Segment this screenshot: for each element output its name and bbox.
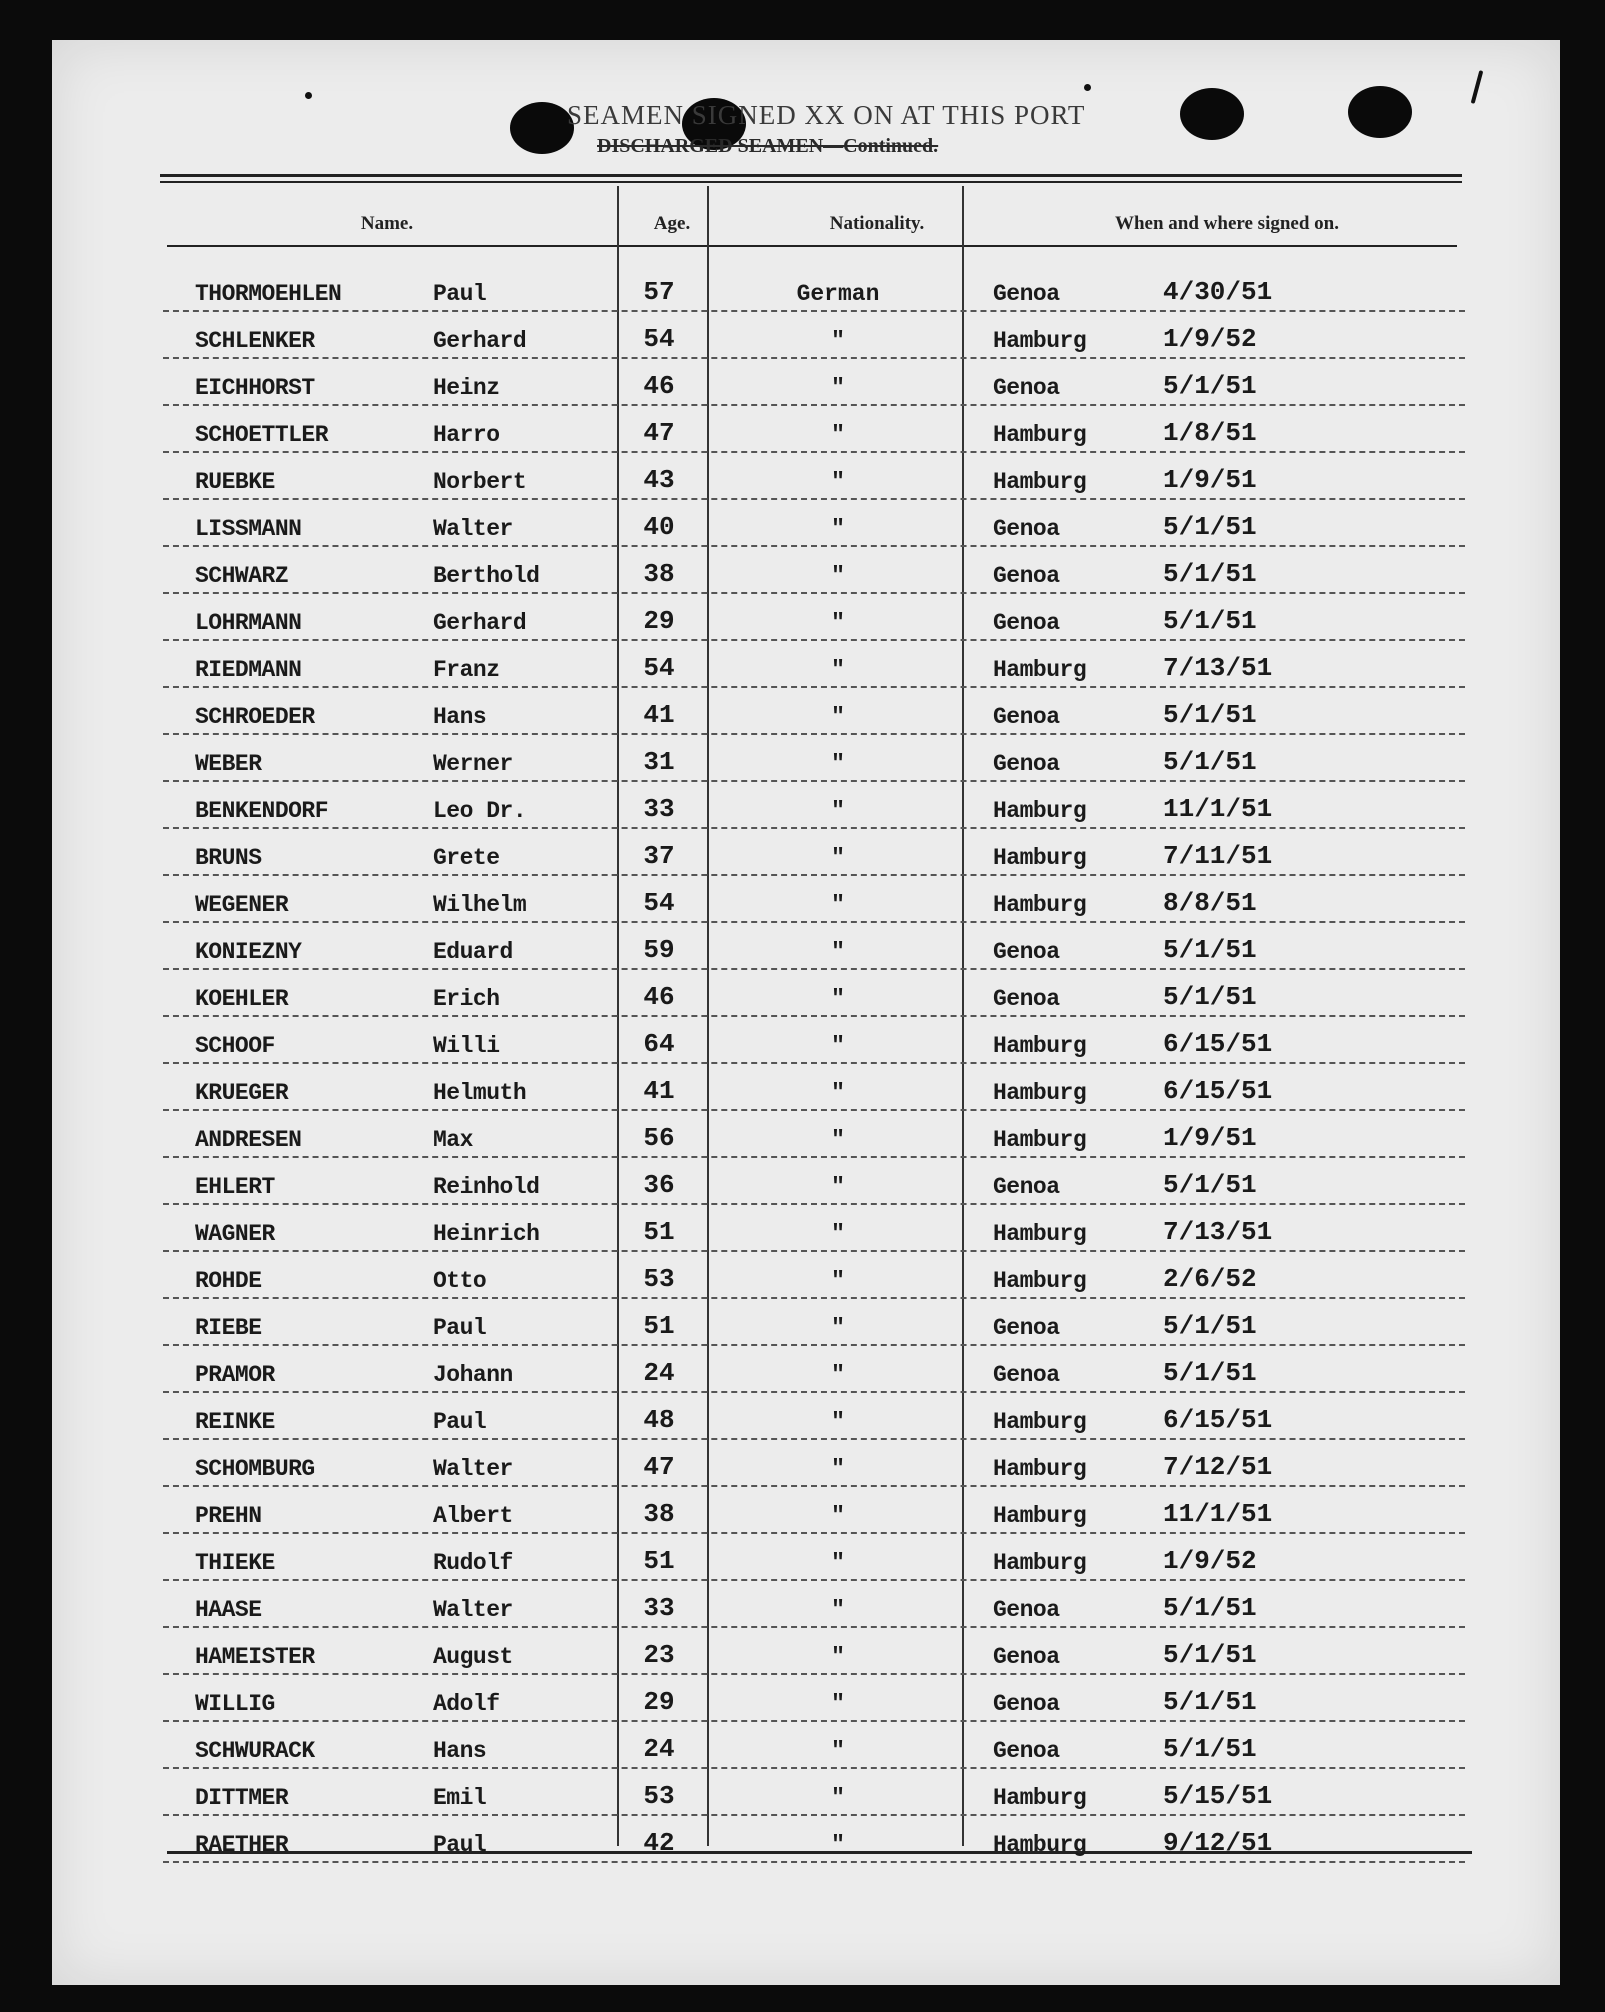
seaman-last-name: SCHWARZ	[195, 563, 289, 589]
seaman-last-name: SCHWURACK	[195, 1738, 315, 1764]
signed-on-date: 5/1/51	[1163, 1311, 1257, 1341]
seaman-age: 54	[643, 653, 675, 683]
seaman-age: 33	[643, 794, 675, 824]
seaman-last-name: EHLERT	[195, 1174, 275, 1200]
signed-on-port: Hamburg	[993, 1080, 1087, 1106]
seaman-last-name: WEGENER	[195, 892, 289, 918]
seaman-age: 43	[643, 465, 675, 495]
seaman-last-name: PRAMOR	[195, 1362, 275, 1388]
seaman-nationality: "	[831, 1033, 845, 1059]
signed-on-date: 5/1/51	[1163, 512, 1257, 542]
signed-on-port: Hamburg	[993, 1268, 1087, 1294]
signed-on-port: Hamburg	[993, 1033, 1087, 1059]
seaman-last-name: KOEHLER	[195, 986, 289, 1012]
seaman-last-name: LOHRMANN	[195, 610, 302, 636]
form-title: SEAMEN SIGNED XX ON AT THIS PORT	[567, 100, 1086, 130]
signed-on-port: Genoa	[993, 986, 1060, 1012]
table-row	[163, 359, 1465, 406]
seaman-nationality: "	[831, 798, 845, 824]
seaman-first-name: Norbert	[433, 469, 527, 495]
table-row	[163, 1816, 1465, 1863]
table-row	[163, 1393, 1465, 1440]
header-rule-bottom	[160, 181, 1462, 183]
signed-on-date: 5/1/51	[1163, 1170, 1257, 1200]
seaman-nationality: "	[831, 469, 845, 495]
pencil-tick	[1471, 70, 1484, 104]
seaman-first-name: Franz	[433, 657, 500, 683]
seaman-first-name: Otto	[433, 1268, 487, 1294]
seaman-age: 24	[643, 1734, 675, 1764]
punch-hole-right-1	[1180, 88, 1244, 140]
signed-on-port: Hamburg	[993, 1550, 1087, 1576]
seaman-first-name: Reinhold	[433, 1174, 540, 1200]
signed-on-port: Hamburg	[993, 1127, 1087, 1153]
seaman-nationality: "	[831, 1127, 845, 1153]
seaman-last-name: HAASE	[195, 1597, 262, 1623]
signed-on-port: Hamburg	[993, 328, 1087, 354]
table-row	[163, 735, 1465, 782]
seaman-first-name: Emil	[433, 1785, 487, 1811]
seaman-nationality: "	[831, 1221, 845, 1247]
seaman-age: 47	[643, 418, 675, 448]
signed-on-date: 5/1/51	[1163, 1593, 1257, 1623]
table-row	[163, 1628, 1465, 1675]
seaman-nationality: "	[831, 516, 845, 542]
signed-on-date: 5/1/51	[1163, 1640, 1257, 1670]
seaman-nationality: "	[831, 986, 845, 1012]
column-header-underline	[167, 245, 1457, 247]
table-row	[163, 1722, 1465, 1769]
signed-on-date: 1/8/51	[1163, 418, 1257, 448]
table-row	[163, 265, 1465, 312]
seaman-first-name: Erich	[433, 986, 500, 1012]
seaman-nationality: "	[831, 892, 845, 918]
seaman-age: 46	[643, 982, 675, 1012]
seaman-last-name: SCHROEDER	[195, 704, 315, 730]
seaman-nationality: "	[831, 563, 845, 589]
table-row	[163, 594, 1465, 641]
signed-on-date: 1/9/51	[1163, 465, 1257, 495]
signed-on-date: 9/12/51	[1163, 1828, 1273, 1858]
seaman-nationality: "	[831, 1174, 845, 1200]
table-row	[163, 970, 1465, 1017]
seaman-nationality: "	[831, 1691, 845, 1717]
seaman-nationality: "	[831, 1550, 845, 1576]
signed-on-port: Genoa	[993, 1738, 1060, 1764]
signed-on-date: 8/8/51	[1163, 888, 1257, 918]
seaman-age: 31	[643, 747, 675, 777]
seaman-age: 46	[643, 371, 675, 401]
signed-on-date: 5/1/51	[1163, 371, 1257, 401]
seaman-first-name: Walter	[433, 1597, 513, 1623]
seaman-nationality: "	[831, 1456, 845, 1482]
seaman-nationality: "	[831, 328, 845, 354]
seaman-age: 53	[643, 1781, 675, 1811]
table-row	[163, 1252, 1465, 1299]
seaman-age: 36	[643, 1170, 675, 1200]
seaman-age: 47	[643, 1452, 675, 1482]
table-row	[163, 406, 1465, 453]
signed-on-port: Genoa	[993, 516, 1060, 542]
seaman-age: 23	[643, 1640, 675, 1670]
seaman-last-name: WAGNER	[195, 1221, 275, 1247]
table-row	[163, 1440, 1465, 1487]
seaman-nationality: "	[831, 1080, 845, 1106]
form-subtitle: DISCHARGED SEAMEN—Continued.	[597, 135, 939, 157]
ink-dot	[1084, 84, 1091, 91]
table-row	[163, 1205, 1465, 1252]
table-row	[163, 500, 1465, 547]
signed-on-port: Genoa	[993, 1597, 1060, 1623]
table-row	[163, 1581, 1465, 1628]
signed-on-port: Genoa	[993, 751, 1060, 777]
signed-on-date: 6/15/51	[1163, 1076, 1273, 1106]
signed-on-date: 11/1/51	[1163, 794, 1273, 824]
seaman-first-name: Rudolf	[433, 1550, 513, 1576]
signed-on-date: 5/1/51	[1163, 982, 1257, 1012]
signed-on-date: 5/1/51	[1163, 1687, 1257, 1717]
signed-on-port: Hamburg	[993, 1832, 1087, 1858]
col-header-signed-on: When and where signed on.	[1114, 213, 1339, 234]
seaman-nationality: "	[831, 751, 845, 777]
seaman-last-name: REINKE	[195, 1409, 275, 1435]
seaman-last-name: WEBER	[195, 751, 262, 777]
table-row	[163, 782, 1465, 829]
seaman-first-name: Albert	[433, 1503, 513, 1529]
seaman-last-name: RUEBKE	[195, 469, 275, 495]
seaman-age: 57	[643, 277, 675, 307]
signed-on-port: Genoa	[993, 1174, 1060, 1200]
seaman-first-name: Hans	[433, 1738, 487, 1764]
seaman-last-name: LISSMANN	[195, 516, 302, 542]
signed-on-port: Genoa	[993, 704, 1060, 730]
signed-on-date: 1/9/51	[1163, 1123, 1257, 1153]
table-row	[163, 688, 1465, 735]
seaman-last-name: THORMOEHLEN	[195, 281, 342, 307]
col-header-nationality: Nationality.	[829, 213, 925, 234]
seaman-last-name: DITTMER	[195, 1785, 289, 1811]
seaman-first-name: Wilhelm	[433, 892, 527, 918]
seaman-nationality: "	[831, 1315, 845, 1341]
seaman-nationality: "	[831, 375, 845, 401]
seaman-first-name: Paul	[433, 1315, 487, 1341]
seaman-first-name: Leo Dr.	[433, 798, 527, 824]
signed-on-port: Genoa	[993, 563, 1060, 589]
signed-on-date: 6/15/51	[1163, 1029, 1273, 1059]
seaman-age: 48	[643, 1405, 675, 1435]
signed-on-port: Hamburg	[993, 657, 1087, 683]
table-row	[163, 641, 1465, 688]
seaman-age: 42	[643, 1828, 675, 1858]
seaman-first-name: Werner	[433, 751, 513, 777]
seaman-nationality: "	[831, 1832, 845, 1858]
seaman-nationality: "	[831, 1409, 845, 1435]
seaman-last-name: SCHOOF	[195, 1033, 275, 1059]
signed-on-port: Hamburg	[993, 1785, 1087, 1811]
seaman-nationality: "	[831, 1268, 845, 1294]
seaman-nationality: "	[831, 704, 845, 730]
signed-on-date: 7/13/51	[1163, 1217, 1273, 1247]
seaman-nationality: "	[831, 845, 845, 871]
seaman-age: 51	[643, 1311, 675, 1341]
seaman-nationality: German	[796, 281, 880, 307]
signed-on-port: Hamburg	[993, 1221, 1087, 1247]
table-row	[163, 1769, 1465, 1816]
seaman-nationality: "	[831, 1503, 845, 1529]
signed-on-port: Genoa	[993, 1644, 1060, 1670]
seaman-age: 38	[643, 559, 675, 589]
signed-on-date: 5/1/51	[1163, 1734, 1257, 1764]
seamen-table	[163, 265, 1465, 1863]
seaman-first-name: Harro	[433, 422, 500, 448]
seaman-age: 59	[643, 935, 675, 965]
seaman-age: 53	[643, 1264, 675, 1294]
signed-on-port: Genoa	[993, 1315, 1060, 1341]
punch-hole-left	[510, 102, 574, 154]
seaman-last-name: SCHOMBURG	[195, 1456, 315, 1482]
signed-on-date: 4/30/51	[1163, 277, 1273, 307]
seaman-nationality: "	[831, 1362, 845, 1388]
table-row	[163, 923, 1465, 970]
signed-on-date: 6/15/51	[1163, 1405, 1273, 1435]
seaman-last-name: HAMEISTER	[195, 1644, 315, 1670]
table-row	[163, 453, 1465, 500]
signed-on-port: Hamburg	[993, 892, 1087, 918]
signed-on-port: Hamburg	[993, 798, 1087, 824]
seaman-first-name: Hans	[433, 704, 487, 730]
table-row	[163, 1111, 1465, 1158]
seaman-first-name: Max	[433, 1127, 473, 1153]
signed-on-port: Genoa	[993, 375, 1060, 401]
seaman-last-name: SCHOETTLER	[195, 422, 329, 448]
seaman-nationality: "	[831, 1597, 845, 1623]
seaman-last-name: RIEBE	[195, 1315, 262, 1341]
seaman-nationality: "	[831, 1738, 845, 1764]
signed-on-date: 5/1/51	[1163, 935, 1257, 965]
signed-on-port: Genoa	[993, 1362, 1060, 1388]
signed-on-date: 5/1/51	[1163, 606, 1257, 636]
signed-on-port: Genoa	[993, 610, 1060, 636]
seaman-last-name: KONIEZNY	[195, 939, 302, 965]
seaman-nationality: "	[831, 657, 845, 683]
signed-on-port: Hamburg	[993, 469, 1087, 495]
seaman-last-name: KRUEGER	[195, 1080, 289, 1106]
signed-on-date: 11/1/51	[1163, 1499, 1273, 1529]
signed-on-port: Hamburg	[993, 1503, 1087, 1529]
seaman-first-name: Paul	[433, 281, 487, 307]
signed-on-port: Genoa	[993, 1691, 1060, 1717]
seaman-first-name: Grete	[433, 845, 500, 871]
signed-on-date: 5/15/51	[1163, 1781, 1273, 1811]
seaman-first-name: Helmuth	[433, 1080, 527, 1106]
seaman-age: 54	[643, 324, 675, 354]
seaman-last-name: THIEKE	[195, 1550, 275, 1576]
table-row	[163, 1158, 1465, 1205]
seaman-first-name: Willi	[433, 1033, 500, 1059]
signed-on-port: Genoa	[993, 281, 1060, 307]
seaman-first-name: Walter	[433, 516, 513, 542]
seaman-age: 54	[643, 888, 675, 918]
seaman-last-name: EICHHORST	[195, 375, 315, 401]
signed-on-date: 1/9/52	[1163, 324, 1257, 354]
table-row	[163, 1299, 1465, 1346]
seaman-age: 29	[643, 606, 675, 636]
table-row	[163, 1487, 1465, 1534]
seaman-age: 51	[643, 1546, 675, 1576]
seaman-last-name: WILLIG	[195, 1691, 275, 1717]
signed-on-port: Hamburg	[993, 422, 1087, 448]
seaman-age: 41	[643, 1076, 675, 1106]
seaman-age: 37	[643, 841, 675, 871]
seaman-age: 38	[643, 1499, 675, 1529]
seaman-last-name: SCHLENKER	[195, 328, 315, 354]
seaman-last-name: PREHN	[195, 1503, 262, 1529]
seaman-last-name: BENKENDORF	[195, 798, 329, 824]
seaman-age: 29	[643, 1687, 675, 1717]
punch-hole-right-2	[1348, 86, 1412, 138]
signed-on-port: Hamburg	[993, 1456, 1087, 1482]
signed-on-date: 5/1/51	[1163, 747, 1257, 777]
seaman-last-name: BRUNS	[195, 845, 262, 871]
table-row	[163, 1346, 1465, 1393]
table-row	[163, 547, 1465, 594]
seaman-last-name: RIEDMANN	[195, 657, 302, 683]
signed-on-date: 7/12/51	[1163, 1452, 1273, 1482]
seaman-age: 40	[643, 512, 675, 542]
seaman-last-name: ANDRESEN	[195, 1127, 302, 1153]
seaman-nationality: "	[831, 1644, 845, 1670]
header-rule-top	[160, 174, 1462, 177]
seaman-age: 33	[643, 1593, 675, 1623]
signed-on-date: 1/9/52	[1163, 1546, 1257, 1576]
table-row	[163, 829, 1465, 876]
seaman-first-name: August	[433, 1644, 513, 1670]
seaman-nationality: "	[831, 1785, 845, 1811]
seaman-first-name: Gerhard	[433, 610, 527, 636]
table-row	[163, 876, 1465, 923]
table-row	[163, 312, 1465, 359]
seaman-last-name: ROHDE	[195, 1268, 262, 1294]
seaman-last-name: RAETHER	[195, 1832, 289, 1858]
seaman-age: 24	[643, 1358, 675, 1388]
seaman-first-name: Gerhard	[433, 328, 527, 354]
signed-on-port: Hamburg	[993, 845, 1087, 871]
seaman-first-name: Johann	[433, 1362, 513, 1388]
signed-on-date: 5/1/51	[1163, 559, 1257, 589]
seaman-first-name: Heinrich	[433, 1221, 540, 1247]
table-row	[163, 1675, 1465, 1722]
seaman-age: 64	[643, 1029, 675, 1059]
signed-on-date: 5/1/51	[1163, 1358, 1257, 1388]
signed-on-date: 7/13/51	[1163, 653, 1273, 683]
seaman-nationality: "	[831, 610, 845, 636]
seaman-nationality: "	[831, 939, 845, 965]
seaman-first-name: Paul	[433, 1409, 487, 1435]
seaman-first-name: Paul	[433, 1832, 487, 1858]
ink-dot	[305, 92, 312, 99]
col-header-age: Age.	[653, 213, 691, 234]
signed-on-port: Genoa	[993, 939, 1060, 965]
table-row	[163, 1534, 1465, 1581]
signed-on-date: 7/11/51	[1163, 841, 1273, 871]
seaman-first-name: Walter	[433, 1456, 513, 1482]
table-row	[163, 1017, 1465, 1064]
seaman-first-name: Heinz	[433, 375, 500, 401]
table-row	[163, 1064, 1465, 1111]
seaman-age: 51	[643, 1217, 675, 1247]
seaman-age: 41	[643, 700, 675, 730]
seaman-first-name: Adolf	[433, 1691, 500, 1717]
seaman-first-name: Eduard	[433, 939, 513, 965]
seaman-nationality: "	[831, 422, 845, 448]
signed-on-date: 2/6/52	[1163, 1264, 1257, 1294]
col-header-name: Name.	[360, 213, 414, 234]
seaman-first-name: Berthold	[433, 563, 540, 589]
signed-on-date: 5/1/51	[1163, 700, 1257, 730]
signed-on-port: Hamburg	[993, 1409, 1087, 1435]
seaman-age: 56	[643, 1123, 675, 1153]
